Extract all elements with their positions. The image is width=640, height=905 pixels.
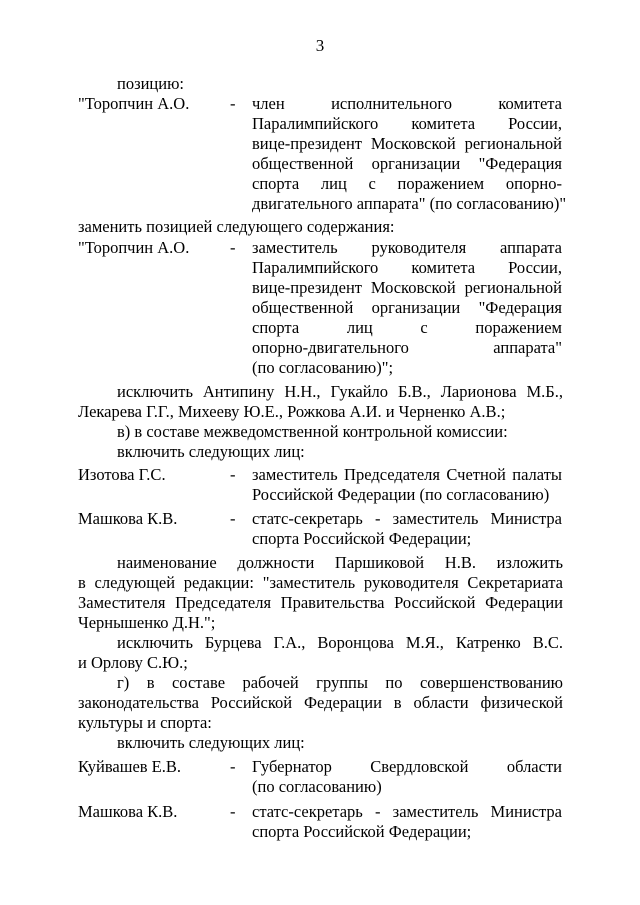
paragraph-include: включить следующих лиц:: [117, 733, 305, 752]
position-description-line: спорта Российской Федерации;: [252, 529, 472, 548]
position-description-line: спорта лиц с поражением опорно-: [252, 174, 562, 193]
position-description-line: Паралимпийского комитета России,: [252, 114, 562, 133]
position-description-line: статс-секретарь - заместитель Министра: [252, 509, 562, 528]
person-name: "Торопчин А.О.: [78, 94, 190, 113]
paragraph-exclude: исключить Антипину Н.Н., Гукайло Б.В., Ларионова М.Б.,: [117, 382, 563, 401]
position-description-line: (по согласованию)";: [252, 358, 394, 377]
position-description-line: общественной организации "Федерация: [252, 298, 562, 317]
person-name: Изотова Г.С.: [78, 465, 166, 484]
dash-separator: -: [230, 94, 236, 113]
position-description-line: Паралимпийского комитета России,: [252, 258, 562, 277]
position-description-line: заместитель Председателя Счетной палаты: [252, 465, 562, 484]
position-description-line: Российской Федерации (по согласованию): [252, 485, 550, 504]
paragraph-rename: Чернышенко Д.Н.";: [78, 613, 216, 632]
position-description-line: двигательного аппарата" (по согласованию)": [252, 194, 567, 213]
dash-separator: -: [230, 509, 236, 528]
position-description-line: вице-президент Московской региональной: [252, 134, 562, 153]
section-heading-g: законодательства Российской Федерации в области физической: [78, 693, 563, 712]
paragraph-exclude: Лекарева Г.Г., Михееву Ю.Е., Рожкова А.И. и Черненко А.В.;: [78, 402, 506, 421]
dash-separator: -: [230, 238, 236, 257]
position-description-line: член исполнительного комитета: [252, 94, 562, 113]
page-number: 3: [315, 36, 325, 55]
position-description-line: статс-секретарь - заместитель Министра: [252, 802, 562, 821]
position-description-line: спорта лиц с поражением: [252, 318, 562, 337]
position-description-line: Губернатор Свердловской области: [252, 757, 562, 776]
paragraph-replace-intro: заменить позицией следующего содержания:: [78, 217, 395, 236]
section-heading-g: г) в составе рабочей группы по совершенствованию: [117, 673, 563, 692]
paragraph-exclude: и Орлову С.Ю.;: [78, 653, 188, 672]
section-heading-g: культуры и спорта:: [78, 713, 212, 732]
position-description-line: общественной организации "Федерация: [252, 154, 562, 173]
paragraph-rename: Заместителя Председателя Правительства Российской Федерации: [78, 593, 563, 612]
position-description-line: спорта Российской Федерации;: [252, 822, 472, 841]
paragraph-rename: наименование должности Паршиковой Н.В. изложить: [117, 553, 563, 572]
paragraph-position-intro: позицию:: [117, 74, 184, 93]
position-description-line: (по согласованию): [252, 777, 382, 796]
section-heading-v: в) в составе межведомственной контрольной комиссии:: [117, 422, 508, 441]
dash-separator: -: [230, 465, 236, 484]
position-description-line: вице-президент Московской региональной: [252, 278, 562, 297]
person-name: Машкова К.В.: [78, 802, 178, 821]
person-name: Машкова К.В.: [78, 509, 178, 528]
paragraph-include: включить следующих лиц:: [117, 442, 305, 461]
position-description-line: заместитель руководителя аппарата: [252, 238, 562, 257]
position-description-line: опорно-двигательного аппарата": [252, 338, 562, 357]
paragraph-rename: в следующей редакции: "заместитель руководителя Секретариата: [78, 573, 563, 592]
person-name: Куйвашев Е.В.: [78, 757, 182, 776]
dash-separator: -: [230, 757, 236, 776]
person-name: "Торопчин А.О.: [78, 238, 190, 257]
paragraph-exclude: исключить Бурцева Г.А., Воронцова М.Я., Катренко В.С.: [117, 633, 563, 652]
dash-separator: -: [230, 802, 236, 821]
